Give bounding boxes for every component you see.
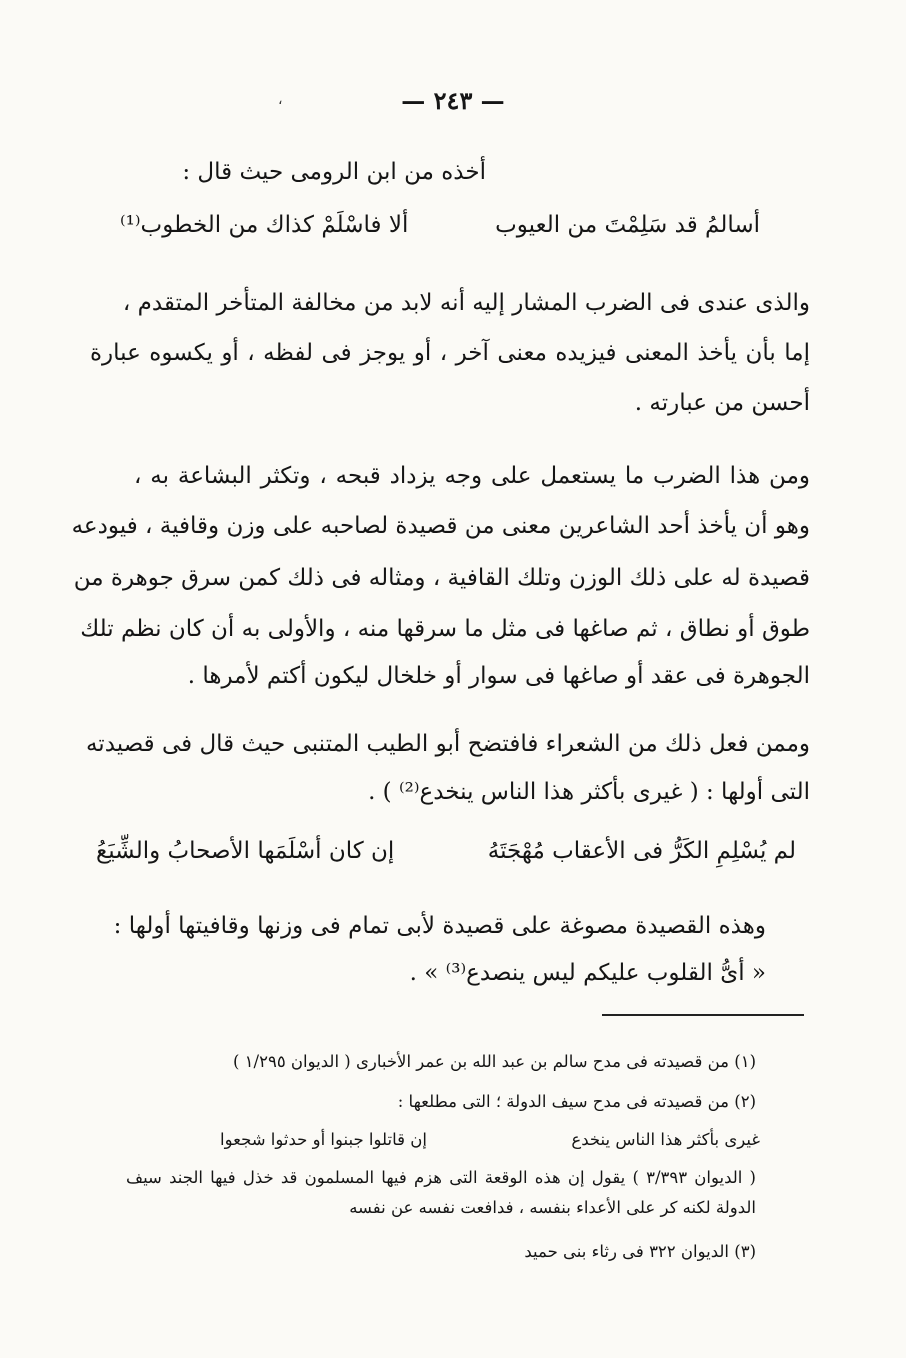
paragraph-2-line-4: طوق أو نطاق ، ثم صاغها فى مثل ما سرقها منه ، والأولى به أن كان نظم تلك	[80, 616, 810, 642]
paragraph-1-line-1: والذى عندى فى الضرب المشار إليه أنه لابد من مخالفة المتأخر المتقدم ،	[122, 290, 810, 316]
verse-1-second-hemistich: ألا فاسْلَمْ كذاك من الخطوب⁽¹⁾	[120, 212, 409, 238]
paragraph-1-line-2: إما بأن يأخذ المعنى فيزيده معنى آخر ، أو يوجز فى لفظه ، أو يكسوه عبارة	[90, 340, 810, 366]
footnote-2-verse-first: غيرى بأكثر هذا الناس ينخدع	[571, 1130, 760, 1149]
paragraph-2-line-3: قصيدة له على ذلك الوزن وتلك القافية ، ومثاله فى ذلك كمن سرق جوهرة من	[73, 565, 810, 591]
verse-1-first-hemistich: أسالمُ قد سَلِمْتَ من العيوب	[495, 212, 760, 238]
footnote-3: (٣) الديوان ٣٢٢ فى رثاء بنى حميد	[524, 1242, 756, 1261]
footnote-2-intro: (٢) من قصيدته فى مدح سيف الدولة ؛ التى مطلعها :	[397, 1092, 756, 1111]
stray-mark: ،	[278, 92, 283, 108]
verse-1	[120, 212, 760, 248]
footnote-2-note-line-2: الدولة لكنه كر على الأعداء بنفسه ، فدافعت نفسه عن نفسه	[349, 1198, 756, 1217]
paragraph-4-line-2: « أىُّ القلوب عليكم ليس ينصدع⁽³⁾ » .	[409, 960, 766, 986]
verse-2-second-hemistich: إن كان أسْلَمَها الأصحابُ والشِّيَعُ	[96, 838, 395, 864]
footnote-divider	[602, 1014, 804, 1016]
page-number: — ٢٤٣ —	[401, 86, 505, 115]
paragraph-2-line-1: ومن هذا الضرب ما يستعمل على وجه يزداد قبحه ، وتكثر البشاعة به ،	[134, 463, 810, 489]
intro-line: أخذه من ابن الرومى حيث قال :	[182, 159, 486, 185]
footnote-2-note-line-1: ( الديوان ٣/٣٩٣ ) يقول إن هذه الوقعة التى هزم فيها المسلمون قد خذل فيها الجند سيف	[126, 1168, 756, 1187]
footnote-2-verse-second: إن قاتلوا جبنوا أو حدثوا شجعوا	[220, 1130, 427, 1149]
footnote-1: (١) من قصيدته فى مدح سالم بن عبد الله بن عمر الأخبارى ( الديوان ١/٢٩٥ )	[232, 1052, 756, 1071]
paragraph-3-line-1: وممن فعل ذلك من الشعراء فافتضح أبو الطيب المتنبى حيث قال فى قصيدته	[85, 731, 810, 757]
paragraph-1-line-3: أحسن من عبارته .	[634, 390, 810, 416]
paragraph-2-line-5: الجوهرة فى عقد أو صاغها فى سوار أو خلخال ليكون أكتم لأمرها .	[187, 663, 810, 689]
verse-2-first-hemistich: لم يُسْلِمِ الكَرُّ فى الأعقاب مُهْجَتَهُ	[487, 838, 796, 864]
paragraph-2-line-2: وهو أن يأخذ أحد الشاعرين معنى من قصيدة لصاحبه على وزن وقافية ، فيودعه	[71, 513, 810, 539]
footnote-2-verse	[220, 1128, 760, 1152]
paragraph-3-line-2: التى أولها : ( غيرى بأكثر هذا الناس ينخدع⁽²⁾ ) .	[368, 779, 810, 805]
verse-2	[96, 838, 796, 874]
paragraph-4-line-1: وهذه القصيدة مصوغة على قصيدة لأبى تمام فى وزنها وقافيتها أولها :	[113, 913, 766, 939]
